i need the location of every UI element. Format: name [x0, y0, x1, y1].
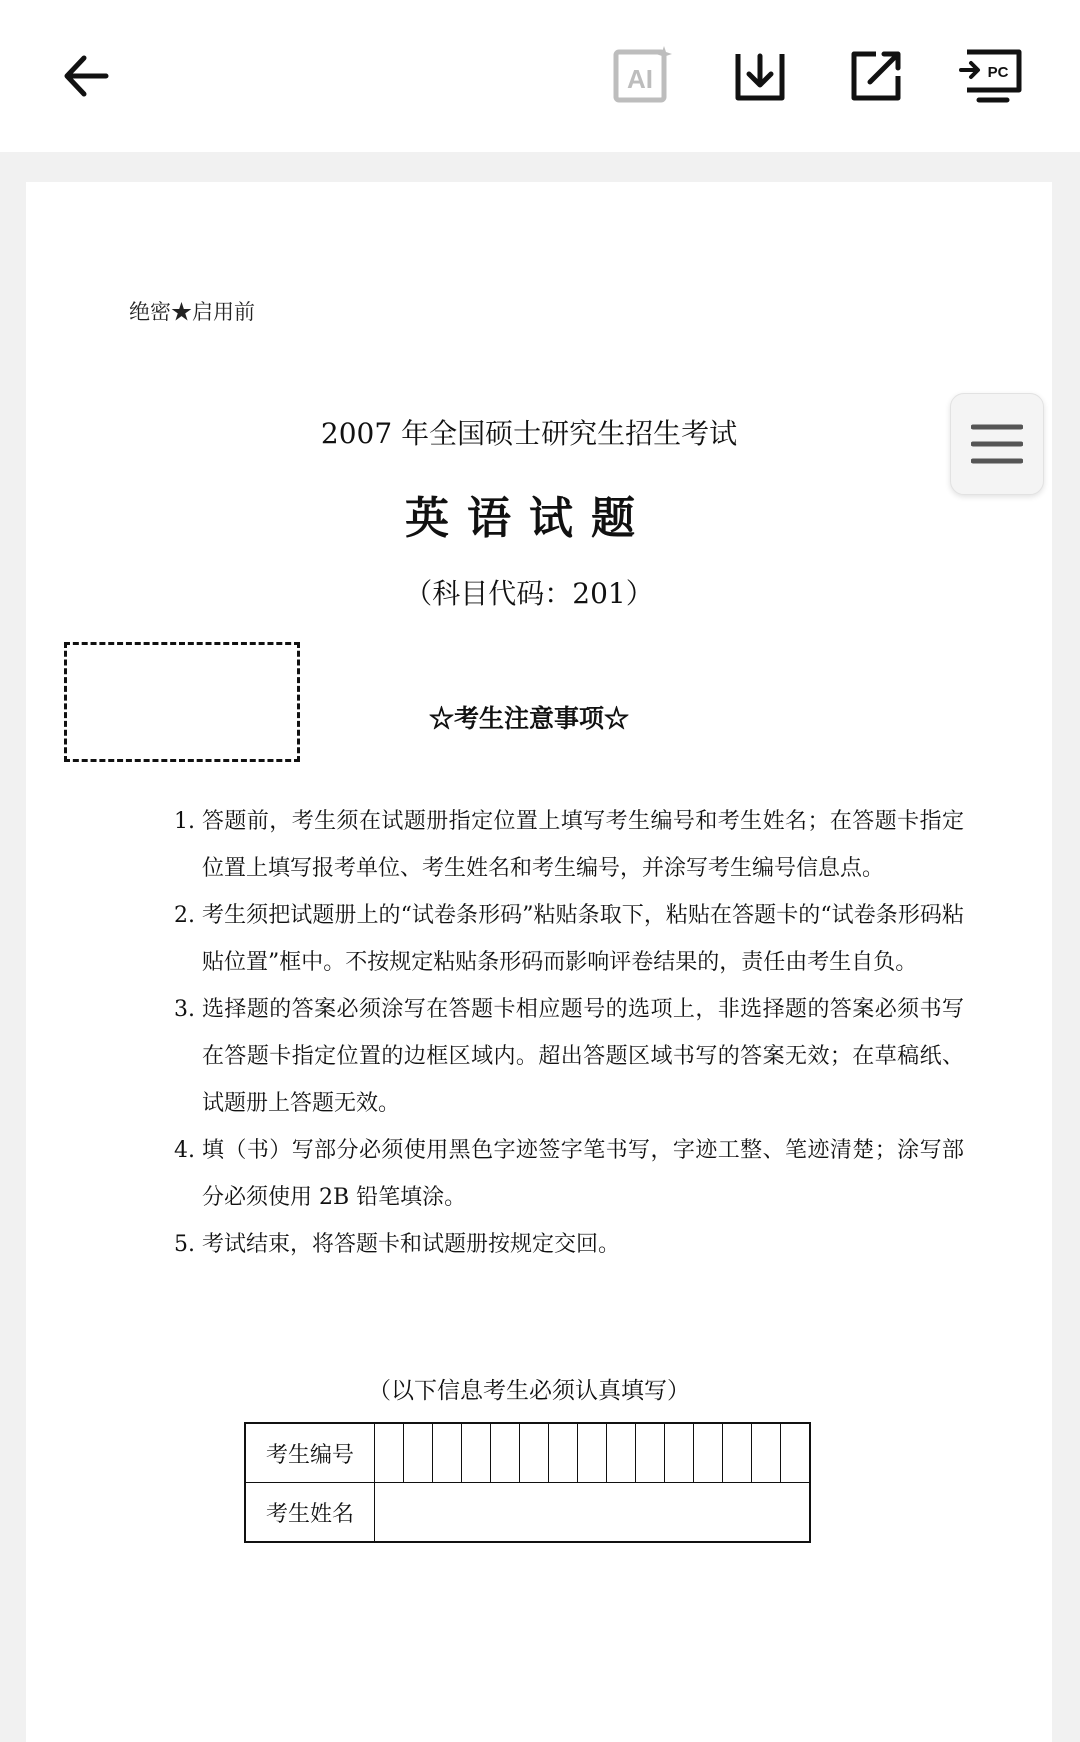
secret-label: 绝密★启用前 [129, 300, 255, 324]
rule-number: 4. [174, 1138, 195, 1163]
rules-list [174, 798, 964, 1268]
share-button[interactable] [836, 36, 916, 116]
ai-button[interactable] [602, 36, 682, 116]
exam-title: 2007 年全国硕士研究生招生考试 [320, 417, 738, 450]
notice-heading: ☆考生注意事项☆ [428, 704, 629, 733]
candidate-info-table [244, 1422, 811, 1543]
share-icon [846, 46, 906, 106]
subject-title: 英语试题 [405, 493, 653, 544]
candidate-number-cell [404, 1423, 433, 1483]
list-item [174, 892, 964, 986]
rule-number: 1. [174, 809, 195, 834]
fill-hint: （以下信息考生必须认真填写） [368, 1378, 690, 1404]
svg-text:AI: AI [627, 64, 653, 94]
candidate-number-cell [752, 1423, 781, 1483]
candidate-number-cell [636, 1423, 665, 1483]
list-item [174, 986, 964, 1127]
candidate-name-cell [375, 1483, 811, 1543]
rule-text: 填（书）写部分必须使用黑色字迹签字笔书写，字迹工整、笔迹清楚；涂写部分必须使用 2B 铅笔填涂。 [202, 1138, 964, 1210]
send-to-pc-button[interactable] [952, 36, 1032, 116]
subject-code: （科目代码：201） [404, 577, 654, 610]
rule-number: 2. [174, 903, 195, 928]
rule-text: 考生须把试题册上的“试卷条形码”粘贴条取下，粘贴在答题卡的“试卷条形码粘贴位置”框中。不按规定粘贴条形码而影响评卷结果的，责任由考生自负。 [202, 903, 964, 975]
rule-text: 选择题的答案必须涂写在答题卡相应题号的选项上，非选择题的答案必须书写在答题卡指定位置的边框区域内。超出答题区域书写的答案无效；在草稿纸、试题册上答题无效。 [202, 997, 964, 1116]
candidate-number-cell [694, 1423, 723, 1483]
candidate-number-cell [520, 1423, 549, 1483]
arrow-left-icon [58, 48, 114, 104]
candidate-number-cell [549, 1423, 578, 1483]
rule-number: 5. [174, 1232, 195, 1257]
table-row [245, 1483, 810, 1543]
candidate-name-label: 考生姓名 [245, 1483, 375, 1543]
rule-text: 答题前，考生须在试题册指定位置上填写考生编号和考生姓名；在答题卡指定位置上填写报考单位、考生姓名和考生编号，并涂写考生编号信息点。 [202, 809, 964, 881]
list-item [174, 1127, 964, 1221]
candidate-number-cell [781, 1423, 811, 1483]
download-button[interactable] [720, 36, 800, 116]
document-page [26, 182, 1052, 1742]
candidate-number-cell [665, 1423, 694, 1483]
candidate-number-cell [723, 1423, 752, 1483]
rule-text: 考试结束，将答题卡和试题册按规定交回。 [202, 1232, 621, 1257]
list-item [174, 1221, 964, 1268]
list-item [174, 798, 964, 892]
candidate-number-cell [607, 1423, 636, 1483]
candidate-number-cell [462, 1423, 491, 1483]
candidate-number-cell [578, 1423, 607, 1483]
ai-sparkle-icon [610, 44, 674, 108]
download-icon [730, 46, 790, 106]
candidate-number-cell [491, 1423, 520, 1483]
floating-menu-button[interactable] [950, 393, 1044, 495]
rule-number: 3. [174, 997, 195, 1022]
hamburger-menu-icon [971, 421, 1023, 467]
table-row [245, 1423, 810, 1483]
candidate-number-cell [433, 1423, 462, 1483]
svg-text:PC: PC [987, 64, 1009, 81]
back-button[interactable] [46, 36, 126, 116]
candidate-number-label: 考生编号 [245, 1423, 375, 1483]
candidate-number-cell [375, 1423, 404, 1483]
top-toolbar [0, 0, 1080, 152]
send-to-pc-icon [959, 46, 1025, 106]
